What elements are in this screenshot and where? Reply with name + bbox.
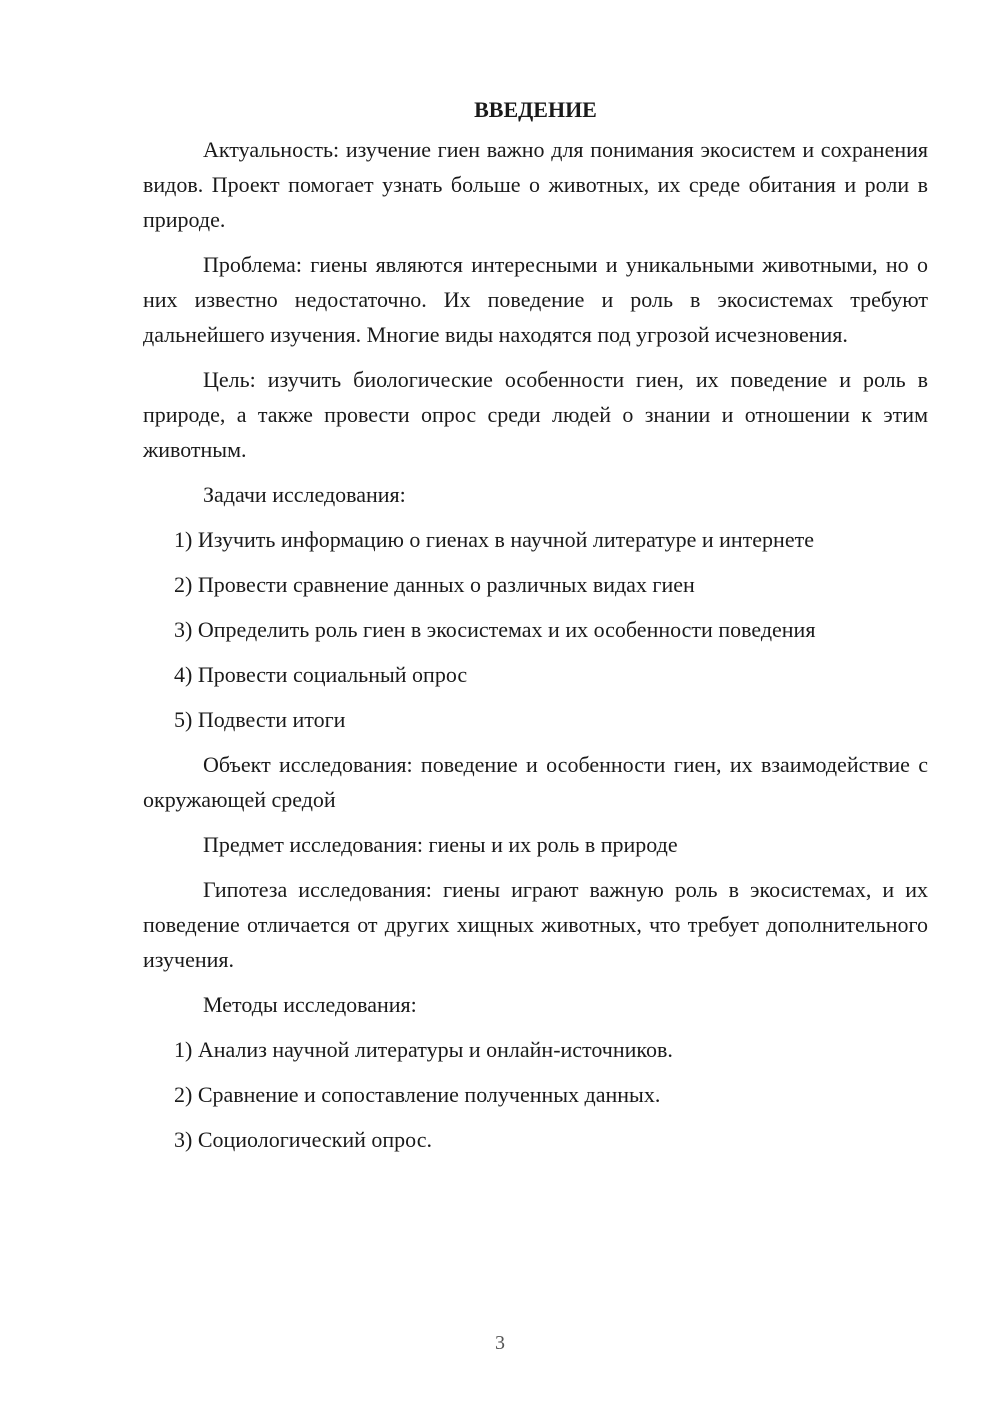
list-item: 2) Провести сравнение данных о различных видах гиен (174, 572, 695, 597)
relevance-paragraph: Актуальность: изучение гиен важно для понимания экосистем и сохранения видов. Проект помогает узнать больше о животных, их среде обитания и роли в природе. (143, 137, 928, 232)
list-item: 3) Определить роль гиен в экосистемах и их особенности поведения (174, 617, 816, 642)
problem-paragraph: Проблема: гиены являются интересными и уникальными животными, но о них известно недостаточно. Их поведение и роль в экосистемах требуют дальнейшего изучения. Многие виды находятся под угрозой исчезновения. (143, 252, 928, 347)
methods-list (143, 1032, 928, 1157)
list-item: 2) Сравнение и сопоставление полученных данных. (174, 1082, 661, 1107)
document-page (143, 92, 928, 1167)
object-paragraph: Объект исследования: поведение и особенности гиен, их взаимодействие с окружающей средой (143, 752, 928, 812)
tasks-list (143, 522, 928, 737)
methods-label: Методы исследования: (203, 992, 417, 1017)
subject-paragraph: Предмет исследования: гиены и их роль в природе (203, 832, 678, 857)
goal-paragraph: Цель: изучить биологические особенности гиен, их поведение и роль в природе, а также провести опрос среди людей о знании и отношении к этим животным. (143, 367, 928, 462)
list-item: 5) Подвести итоги (174, 707, 346, 732)
list-item: 1) Изучить информацию о гиенах в научной литературе и интернете (174, 527, 814, 552)
list-item: 4) Провести социальный опрос (174, 662, 468, 687)
hypothesis-paragraph: Гипотеза исследования: гиены играют важную роль в экосистемах, и их поведение отличается от других хищных животных, что требует дополнительного изучения. (143, 877, 928, 972)
section-heading: ВВЕДЕНИЕ (474, 97, 597, 122)
list-item: 3) Социологический опрос. (174, 1127, 432, 1152)
list-item: 1) Анализ научной литературы и онлайн-источников. (174, 1037, 673, 1062)
tasks-label: Задачи исследования: (203, 482, 406, 507)
page-number: 3 (495, 1332, 505, 1354)
